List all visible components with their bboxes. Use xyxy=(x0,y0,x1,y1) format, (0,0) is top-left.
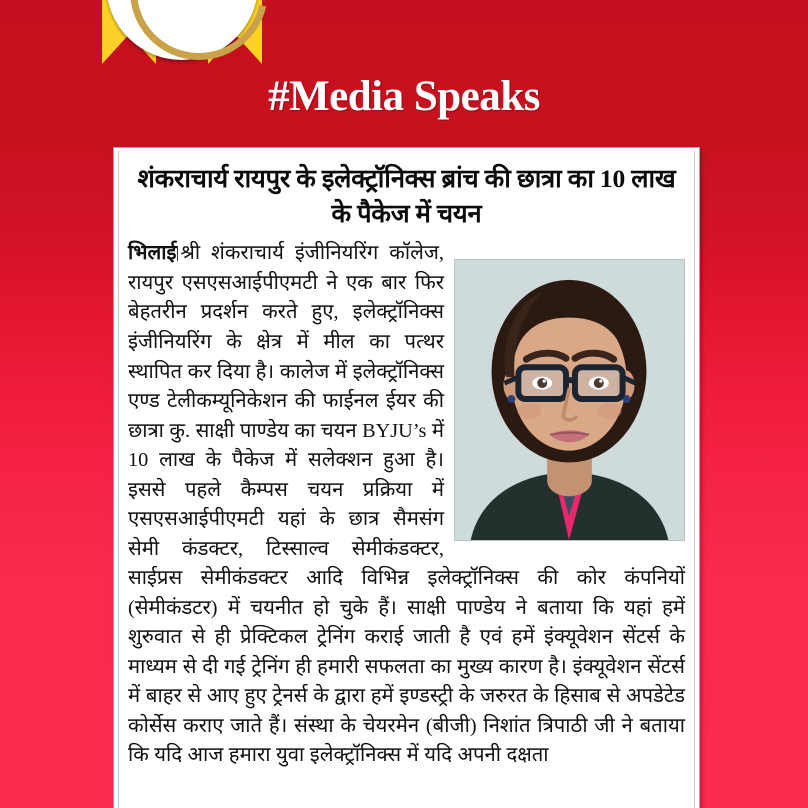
article-headline: शंकराचार्य रायपुर के इलेक्ट्रॉनिक्स ब्रांच की छात्रा का 10 लाख के पैकेज में चयन xyxy=(137,164,676,229)
portrait-illustration xyxy=(455,260,684,540)
student-portrait-photo xyxy=(454,259,685,541)
newspaper-clipping xyxy=(113,147,700,808)
article-text: श्री शंकराचार्य इंजीनियरिंग कॉलेज, रायपुर एसएसआईपीएमटी ने एक बार फिर बेहतरीन प्रदर्शन करते हुए, इलेक्ट्रॉनिक्स इंजीनियरिंग के क्षेत्र में मील का पत्थर स्थापित कर दिया है। कालेज में इलेक्ट्रॉनिक्स एण्ड टेलीकम्यूनिकेशन की फाईनल ईयर की छात्रा कु. साक्षी पाण्डेय का चयन BYJU’s में 10 लाख के पैकेज में सलेक्शन हुआ है। इससे पहले कैम्पस चयन प्रक्रिया में एसएसआईपीएमटी यहां के छात्र सैमसंग सेमी कंडक्टर, टिस्साल्व सेमीकंडक्टर, साईप्रस सेमीकंडक्टर आदि विभिन्न इलेक्ट्रॉनिक्स की कोर कंपनियों (सेमीकंडटर) में चयनीत हो चुके हैं। साक्षी पाण्डेय ने बताया कि यहां हमें शुरुवात से ही प्रेक्टिकल ट्रेनिंग कराई जाती है एवं हमें इंक्यूवेशन सेंटर्स के माध्यम से दी गई ट्रेनिंग ही हमारी सफलता का मुख्य कारण है। इंक्यूवेशन सेंटर्स में बाहर से आए हुए ट्रेनर्स के द्वारा हमें इण्डस्ट्री के जरुरत के हिसाब से अपडेटेड कोर्सेस कराए जाते हैं। संस्था के चेयरमेन (बीजी) निशांत त्रिपाठी जी ने बताया कि यदि आज हमारा युवा इलेक्ट्रॉनिक्स में यदि अपनी दक्षता xyxy=(128,242,685,767)
award-badge-icon xyxy=(96,0,268,68)
article-dateline: भिलाई xyxy=(128,242,177,265)
dateline-divider xyxy=(177,246,178,261)
badge-disc-icon xyxy=(106,0,258,60)
clipping-inner-frame xyxy=(118,151,695,808)
article-body xyxy=(128,239,685,771)
page-title: #Media Speaks xyxy=(268,73,540,120)
